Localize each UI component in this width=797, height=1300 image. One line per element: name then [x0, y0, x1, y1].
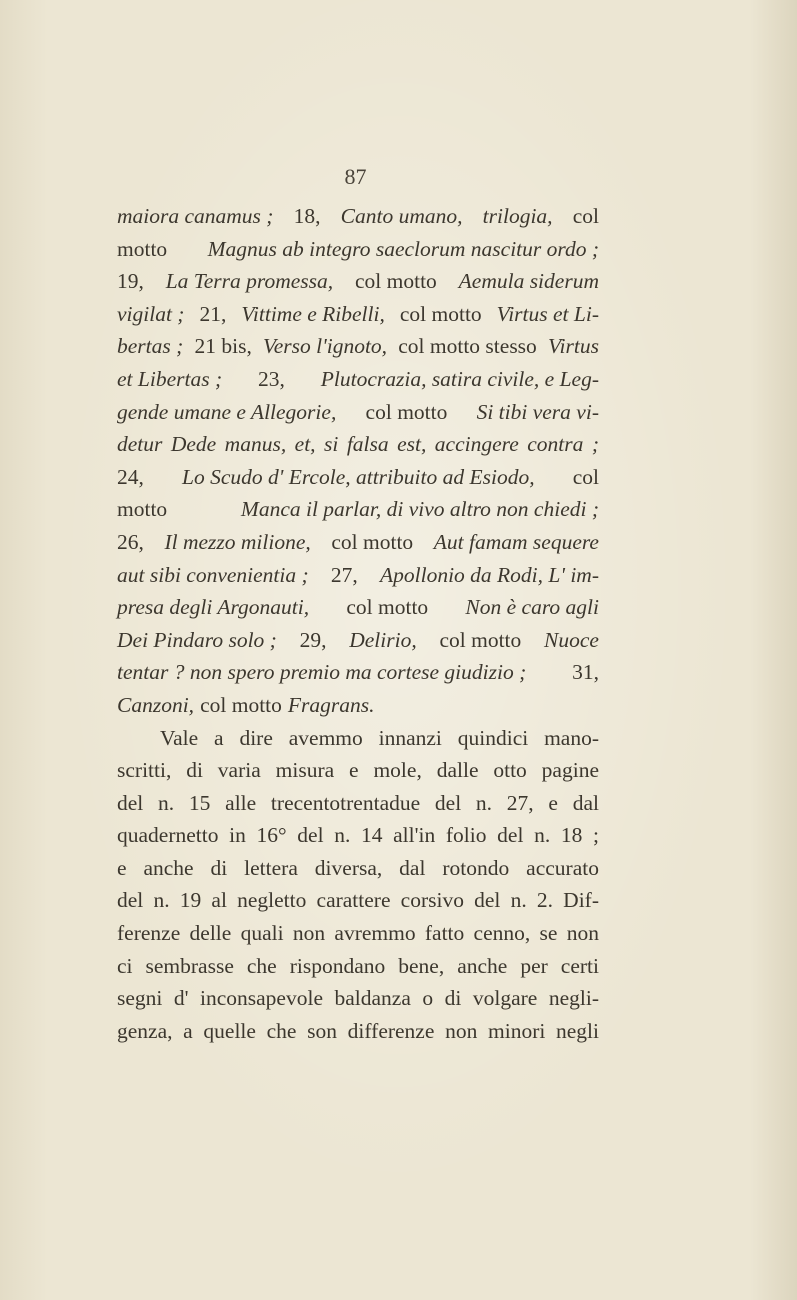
- text-span: col: [572, 464, 599, 489]
- text-span: Aemula siderum: [458, 269, 599, 294]
- text-span: gende umane e Allegorie,: [117, 399, 337, 424]
- text-line: [117, 265, 599, 298]
- text-line: [117, 493, 599, 526]
- text-span: segni d' inconsapevole baldanza o di volgare negli-: [117, 986, 599, 1011]
- text-span: col motto: [355, 269, 437, 294]
- text-span: Apollonio da Rodi, L' im-: [379, 562, 599, 587]
- text-span: vigilat ;: [117, 301, 185, 326]
- text-span: Manca il parlar, di vivo altro non chiedi ;: [240, 497, 599, 522]
- text-span: 31,: [572, 660, 599, 685]
- text-line: [117, 852, 599, 885]
- text-span: col motto stesso: [398, 334, 537, 359]
- text-line: [117, 917, 599, 950]
- text-span: detur Dede manus, et, si falsa est, accingere contra ;: [117, 432, 599, 457]
- text-span: Vittime e Ribelli,: [241, 301, 385, 326]
- text-span: et Libertas ;: [117, 366, 223, 391]
- text-span: scritti, di varia misura e mole, dalle otto pagine: [117, 758, 599, 783]
- text-line: [117, 656, 599, 689]
- text-line: [117, 819, 599, 852]
- text-span: genza, a quelle che son differenze non minori negli: [117, 1018, 599, 1043]
- text-span: Aut famam sequere: [433, 529, 599, 554]
- text-span: La Terra promessa,: [165, 269, 334, 294]
- text-span: col motto: [399, 301, 482, 326]
- text-span: Fragrans.: [287, 692, 375, 717]
- text-span: Vale a dire avemmo innanzi quindici mano-: [160, 725, 599, 750]
- text-line: [117, 754, 599, 787]
- text-span: tentar ? non spero premio ma cortese giudizio ;: [117, 660, 527, 685]
- text-span: Non è caro agli: [465, 595, 599, 620]
- text-line: [117, 787, 599, 820]
- text-span: bertas ;: [117, 334, 184, 359]
- text-span: aut sibi convenientia ;: [117, 562, 309, 587]
- text-line: [117, 363, 599, 396]
- text-span: quadernetto in 16° del n. 14 all'in folio del n. 18 ;: [117, 823, 599, 848]
- text-span: maiora canamus ;: [117, 204, 274, 228]
- text-span: del n. 19 al negletto carattere corsivo del n. 2. Dif-: [117, 888, 599, 913]
- text-line: [117, 330, 599, 363]
- text-span: e anche di lettera diversa, dal rotondo accurato: [117, 855, 599, 880]
- text-span: 23,: [257, 366, 285, 391]
- text-span: ferenze delle quali non avremmo fatto cenno, se non: [117, 921, 599, 946]
- text-line: [117, 689, 599, 722]
- text-span: 21,: [199, 301, 227, 326]
- text-span: 26,: [117, 529, 144, 554]
- text-span: Nuoce: [544, 627, 599, 652]
- text-line: [117, 559, 599, 592]
- text-span: Canzoni,: [117, 692, 195, 717]
- text-span: Verso l'ignoto,: [263, 334, 388, 359]
- text-span: Il mezzo milione,: [164, 529, 311, 554]
- text-span: Si tibi vera vi-: [476, 399, 599, 424]
- text-span: col motto: [365, 399, 448, 424]
- text-line: [117, 526, 599, 559]
- text-span: 18,: [293, 204, 321, 228]
- text-line: [117, 298, 599, 331]
- text-line: [117, 233, 599, 266]
- text-span: col motto: [200, 692, 282, 717]
- text-line: [117, 884, 599, 917]
- text-span: trilogia,: [482, 204, 553, 228]
- text-span: 29,: [299, 627, 327, 652]
- text-line: [117, 1015, 599, 1048]
- text-line: [117, 396, 599, 429]
- text-line: [117, 722, 599, 755]
- text-span: del n. 15 alle trecentotrentadue del n. 27, e dal: [117, 790, 599, 815]
- text-line: [117, 982, 599, 1015]
- text-span: col: [572, 204, 599, 228]
- text-span: col motto: [346, 595, 429, 620]
- text-span: Lo Scudo d' Ercole, attribuito ad Esiodo,: [182, 464, 535, 489]
- text-span: Virtus et Li-: [496, 301, 599, 326]
- text-span: 21 bis,: [194, 334, 252, 359]
- text-line: [117, 591, 599, 624]
- text-span: ci sembrasse che rispondano bene, anche per certi: [117, 953, 599, 978]
- text-span: presa degli Argonauti,: [117, 595, 310, 620]
- text-span: Dei Pindaro solo ;: [117, 627, 277, 652]
- text-span: motto: [117, 497, 168, 522]
- text-span: Canto umano,: [340, 204, 463, 228]
- text-line: [117, 200, 599, 233]
- text-line: [117, 428, 599, 461]
- text-line: [117, 461, 599, 494]
- text-span: 24,: [117, 464, 144, 489]
- text-line: [117, 624, 599, 657]
- text-span: Plutocrazia, satira civile, e Leg-: [320, 366, 599, 391]
- text-span: Virtus: [548, 334, 599, 359]
- text-span: Magnus ab integro saeclorum nascitur ordo ;: [207, 236, 599, 261]
- text-line: [117, 950, 599, 983]
- text-span: 27,: [330, 562, 358, 587]
- text-span: motto: [117, 236, 168, 261]
- text-span: Delirio,: [349, 627, 417, 652]
- page-number: 87: [344, 164, 367, 189]
- text-span: col motto: [331, 529, 414, 554]
- body-text: [117, 200, 599, 1047]
- text-span: col motto: [439, 627, 522, 652]
- text-span: 19,: [117, 269, 144, 294]
